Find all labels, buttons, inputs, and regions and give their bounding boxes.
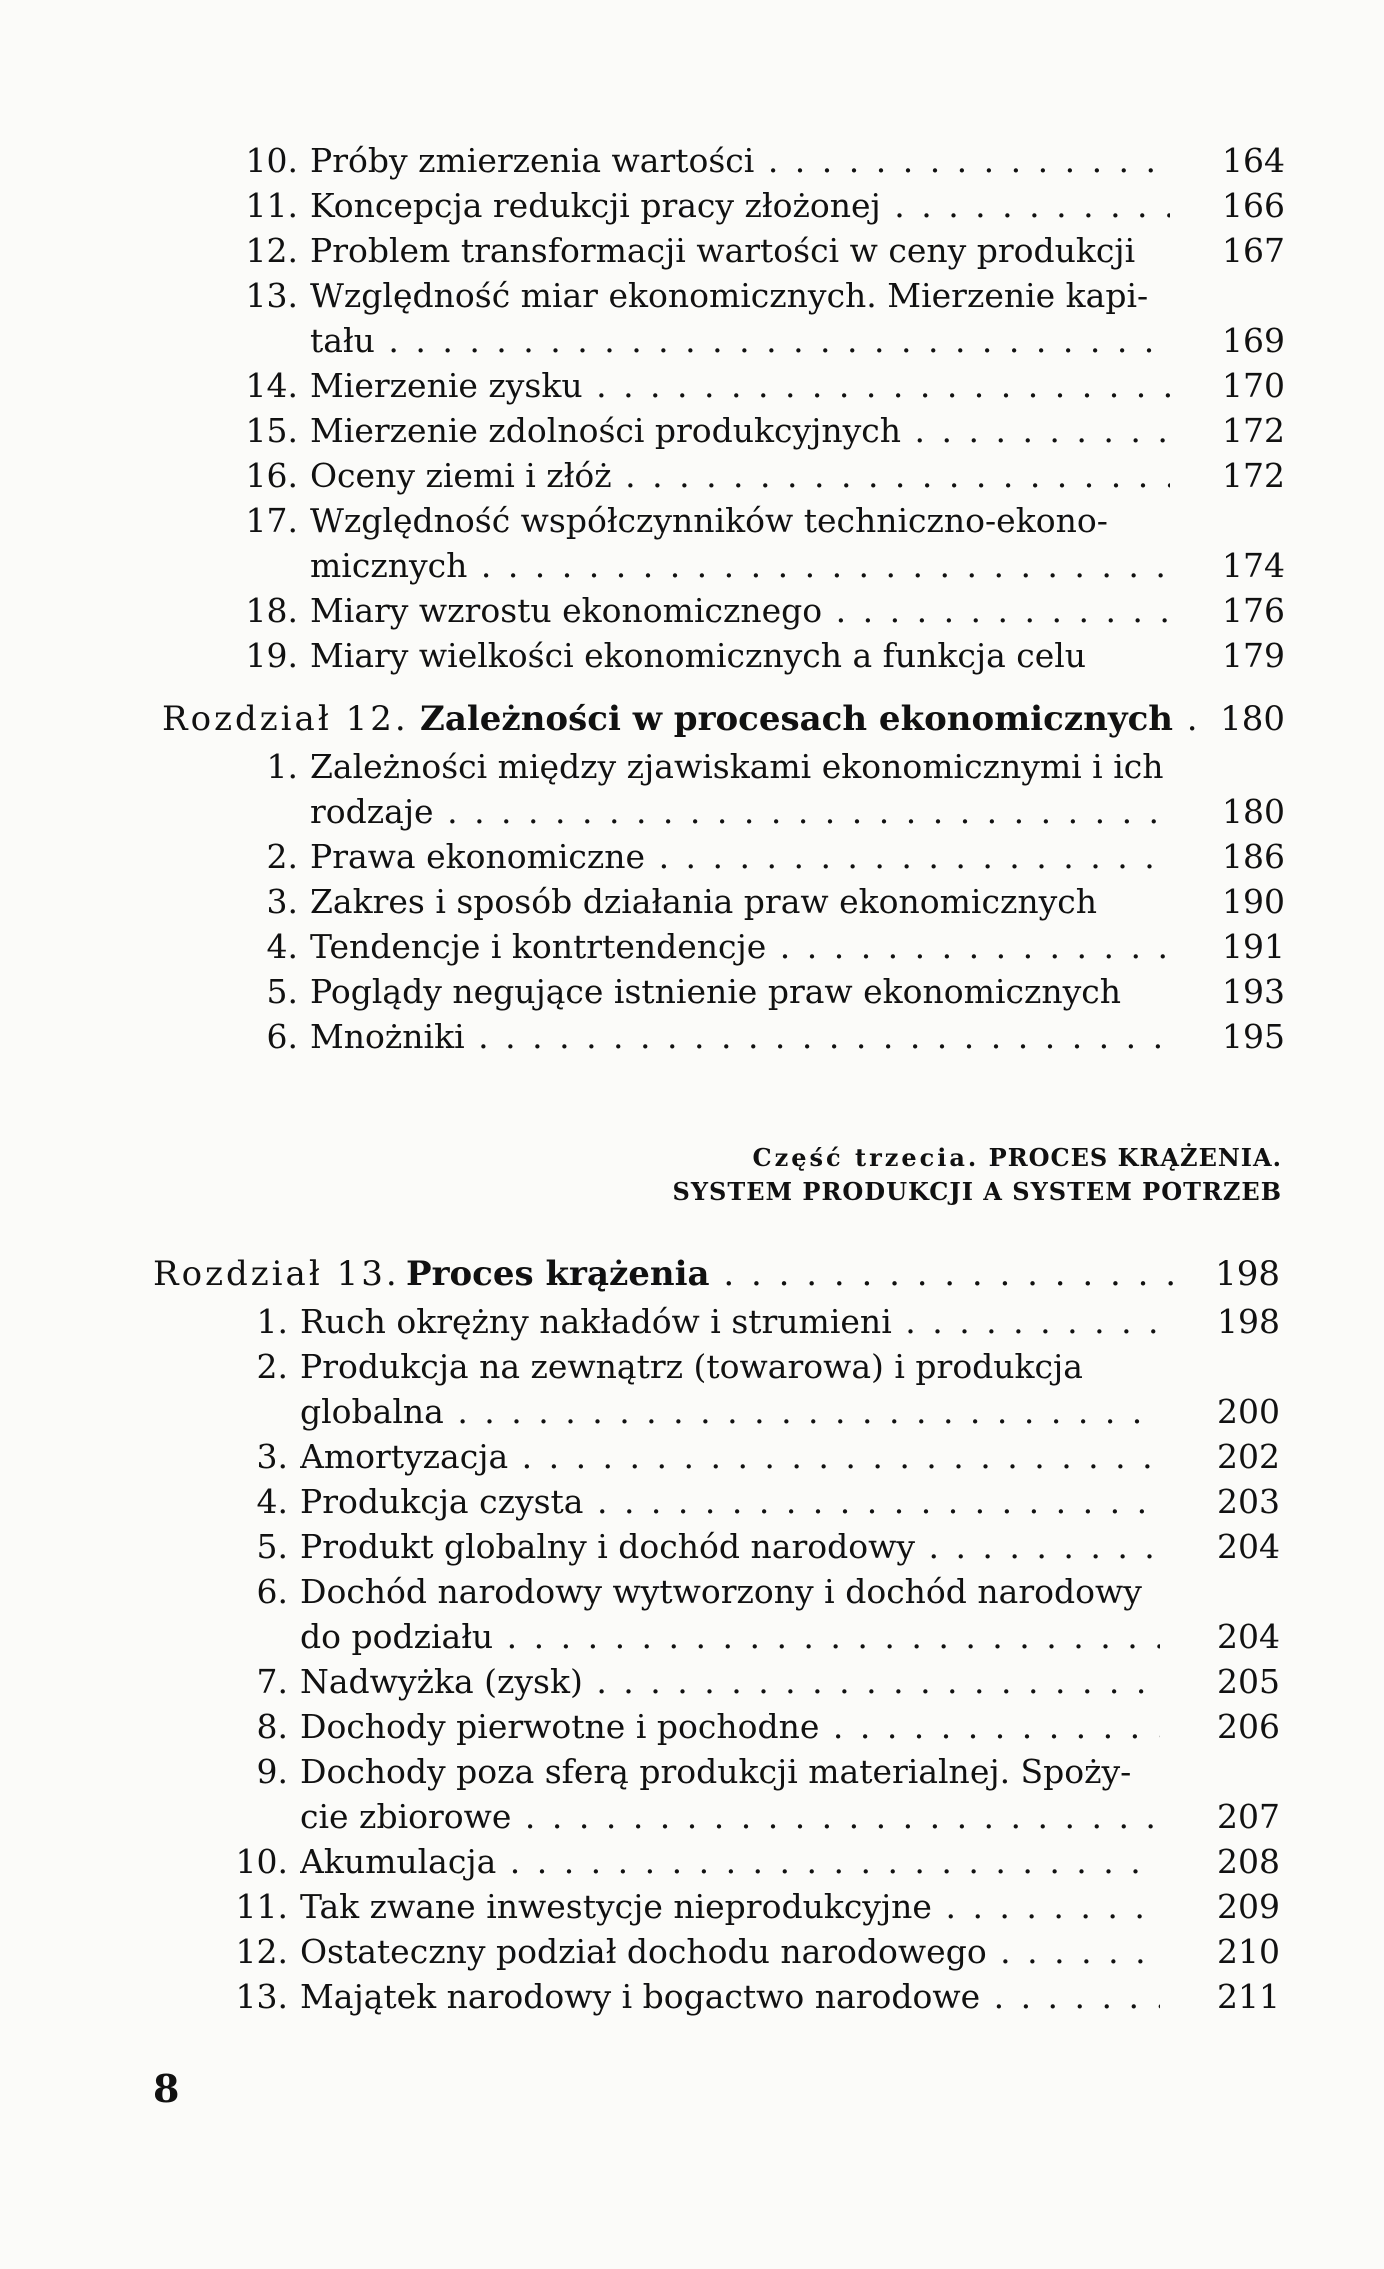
toc-entry-title	[310, 408, 1170, 453]
toc-entry	[0, 138, 1384, 183]
toc-entry-page: 174	[1222, 546, 1285, 585]
toc-entry-title	[310, 363, 1170, 408]
toc-entry-title-text: Ostateczny podział dochodu narodowego	[300, 1932, 987, 1971]
chapter-13-title: Proces krążenia . . .	[406, 1249, 1186, 1299]
toc-entry	[0, 1749, 1384, 1794]
toc-entry-title	[300, 1839, 1160, 1884]
toc-entry-title	[310, 879, 1170, 924]
toc-entry-page: 186	[1222, 837, 1285, 876]
toc-entry-title-text: Zależności między zjawiskami ekonomicznymi i ich	[310, 747, 1164, 786]
toc-entry	[0, 1569, 1384, 1614]
toc-entry-title-text: Tak zwane inwestycje nieprodukcyjne	[300, 1887, 932, 1926]
toc-entry-title	[300, 1794, 1160, 1839]
toc-entry-title-text: tału	[310, 321, 375, 360]
toc-entry-page: 170	[1222, 366, 1285, 405]
toc-entry-number: 3.	[266, 882, 298, 921]
toc-entry-title	[300, 1704, 1160, 1749]
toc-entry-title	[300, 1479, 1160, 1524]
part-three-title: PROCES KRĄŻENIA.	[988, 1143, 1282, 1172]
toc-entry-title-text: Względność miar ekonomicznych. Mierzenie kapi-	[310, 276, 1149, 315]
toc-entry-title-text: Dochody poza sferą produkcji materialnej. Spoży-	[300, 1752, 1132, 1791]
toc-entry-page: 169	[1222, 321, 1285, 360]
toc-entry-page: 193	[1222, 972, 1285, 1011]
toc-entry-number: 6.	[266, 1017, 298, 1056]
toc-entry-title	[310, 453, 1170, 498]
toc-entry-number: 4.	[266, 927, 298, 966]
toc-entry	[0, 969, 1384, 1014]
toc-entry-number: 5.	[256, 1527, 288, 1566]
toc-entry-title	[310, 924, 1170, 969]
toc-entry-page: 166	[1222, 186, 1285, 225]
chapter-12-heading	[0, 694, 1384, 744]
toc-entry-title	[310, 183, 1170, 228]
toc-entry-page: 202	[1217, 1437, 1280, 1476]
toc-entry-title-text: micznych	[310, 546, 468, 585]
page-number: 8	[153, 2066, 180, 2111]
toc-entry	[0, 1929, 1384, 1974]
toc-entry	[0, 1614, 1384, 1659]
toc-entry-title	[310, 744, 1190, 789]
toc-entry-page: 206	[1217, 1707, 1280, 1746]
toc-entry-page: 195	[1222, 1017, 1285, 1056]
toc-entry-title-text: Nadwyżka (zysk)	[300, 1662, 583, 1701]
toc-entry-title-text: rodzaje	[310, 792, 434, 831]
toc-entry-number: 1.	[256, 1302, 288, 1341]
toc-entry-number: 12.	[245, 231, 298, 270]
toc-entry	[0, 1794, 1384, 1839]
toc-entry-title	[310, 498, 1190, 543]
toc-entry-title	[300, 1614, 1160, 1659]
toc-entry-title	[310, 273, 1190, 318]
toc-entry	[0, 633, 1384, 678]
toc-entry	[0, 1299, 1384, 1344]
toc-entry	[0, 363, 1384, 408]
toc-entry-title	[310, 1014, 1170, 1059]
toc-entry-number: 11.	[235, 1887, 288, 1926]
toc-entry-title-text: Oceny ziemi i złóż	[310, 456, 612, 495]
toc-entry-number: 10.	[235, 1842, 288, 1881]
toc-entry-page: 204	[1217, 1617, 1280, 1656]
toc-entry	[0, 183, 1384, 228]
chapter-12-prefix: Rozdział 12.	[162, 699, 409, 739]
toc-entry-number: 16.	[245, 456, 298, 495]
toc-entry	[0, 924, 1384, 969]
toc-entry-title-text: Koncepcja redukcji pracy złożonej	[310, 186, 881, 225]
chapter-13-prefix: Rozdział 13.	[153, 1254, 400, 1294]
toc-entry-title	[300, 1659, 1160, 1704]
toc-entry-title-text: cie zbiorowe	[300, 1797, 512, 1836]
toc-entry-number: 4.	[256, 1482, 288, 1521]
toc-entry-title	[310, 789, 1170, 834]
toc-entry-number: 18.	[245, 591, 298, 630]
toc-entry	[0, 1524, 1384, 1569]
toc-entry	[0, 228, 1384, 273]
toc-entry	[0, 834, 1384, 879]
toc-entry-page: 209	[1217, 1887, 1280, 1926]
toc-entry-number: 6.	[256, 1572, 288, 1611]
toc-entry-number: 5.	[266, 972, 298, 1011]
toc-entry-number: 11.	[245, 186, 298, 225]
toc-entry-page: 204	[1217, 1527, 1280, 1566]
toc-entry-page: 180	[1222, 792, 1285, 831]
toc-entry-page: 190	[1222, 882, 1285, 921]
toc-entry-title-text: Zakres i sposób działania praw ekonomicznych	[310, 882, 1097, 921]
toc-entry-number: 12.	[235, 1932, 288, 1971]
toc-entry-title	[300, 1299, 1160, 1344]
toc-entry	[0, 789, 1384, 834]
toc-entry	[0, 1014, 1384, 1059]
toc-entry	[0, 453, 1384, 498]
toc-entry-number: 13.	[245, 276, 298, 315]
toc-entry-page: 164	[1222, 141, 1285, 180]
part-three-subtitle: SYSTEM PRODUKCJI A SYSTEM POTRZEB	[672, 1177, 1282, 1206]
toc-entry-page: 176	[1222, 591, 1285, 630]
toc-entry	[0, 408, 1384, 453]
toc-entry	[0, 1659, 1384, 1704]
chapter-13-page: 198	[1215, 1254, 1280, 1294]
toc-entry	[0, 1434, 1384, 1479]
toc-entry-title-text: Majątek narodowy i bogactwo narodowe	[300, 1977, 981, 2016]
toc-entry-title-text: Problem transformacji wartości w ceny produkcji	[310, 231, 1136, 270]
toc-entry-title-text: Amortyzacja	[300, 1437, 509, 1476]
toc-entry	[0, 744, 1384, 789]
toc-entry-title-text: Dochód narodowy wytworzony i dochód narodowy	[300, 1572, 1142, 1611]
toc-entry-title-text: Mierzenie zdolności produkcyjnych	[310, 411, 902, 450]
chapter-13-heading	[0, 1249, 1384, 1299]
toc-entry-title	[310, 318, 1170, 363]
toc-section-previous-chapter	[0, 138, 1384, 678]
toc-entry-number: 3.	[256, 1437, 288, 1476]
toc-entry	[0, 879, 1384, 924]
toc-entry-page: 172	[1222, 456, 1285, 495]
toc-entry-page: 179	[1222, 636, 1285, 675]
toc-entry-page: 208	[1217, 1842, 1280, 1881]
part-three-heading	[673, 1141, 1282, 1209]
toc-entry-title	[310, 633, 1170, 678]
toc-entry-title-text: do podziału	[300, 1617, 494, 1656]
toc-entry-title-text: Poglądy negujące istnienie praw ekonomicznych	[310, 972, 1121, 1011]
toc-entry-title	[300, 1524, 1160, 1569]
toc-entry-title-text: Ruch okrężny nakładów i strumieni	[300, 1302, 892, 1341]
toc-entry	[0, 543, 1384, 588]
toc-entry-title-text: Produkt globalny i dochód narodowy	[300, 1527, 915, 1566]
toc-entry	[0, 1839, 1384, 1884]
toc-entry-number: 15.	[245, 411, 298, 450]
toc-entry-title	[300, 1389, 1160, 1434]
toc-entry-page: 211	[1217, 1977, 1280, 2016]
toc-entry-number: 9.	[256, 1752, 288, 1791]
toc-entry-number: 13.	[235, 1977, 288, 2016]
toc-entry	[0, 1389, 1384, 1434]
toc-entry-number: 2.	[256, 1347, 288, 1386]
toc-entry-title	[310, 543, 1170, 588]
toc-entry-title-text: globalna	[300, 1392, 444, 1431]
toc-entry-number: 10.	[245, 141, 298, 180]
toc-entry-page: 210	[1217, 1932, 1280, 1971]
toc-entry-page: 198	[1217, 1302, 1280, 1341]
toc-entry-title	[310, 138, 1170, 183]
toc-entry-number: 19.	[245, 636, 298, 675]
toc-entry-title	[310, 969, 1170, 1014]
toc-chapter-13	[0, 1249, 1384, 2019]
toc-entry-title-text: Względność współczynników techniczno-ekono-	[310, 501, 1108, 540]
toc-entry-number: 14.	[245, 366, 298, 405]
toc-entry-title	[310, 228, 1170, 273]
toc-entry-title-text: Próby zmierzenia wartości	[310, 141, 755, 180]
toc-entry-page: 191	[1222, 927, 1285, 966]
toc-entry-number: 8.	[256, 1707, 288, 1746]
toc-entry	[0, 273, 1384, 318]
chapter-12-title: Zależności w procesach ekonomicznych . . .	[420, 694, 1195, 744]
toc-entry-title-text: Dochody pierwotne i pochodne	[300, 1707, 820, 1746]
toc-entry-number: 17.	[245, 501, 298, 540]
toc-entry	[0, 1344, 1384, 1389]
chapter-12-page: 180	[1220, 699, 1285, 739]
toc-entry-title	[300, 1569, 1180, 1614]
toc-entry-number: 2.	[266, 837, 298, 876]
toc-entry	[0, 318, 1384, 363]
toc-entry-page: 200	[1217, 1392, 1280, 1431]
toc-entry-title	[300, 1929, 1160, 1974]
toc-entry-page: 172	[1222, 411, 1285, 450]
toc-entry	[0, 588, 1384, 633]
toc-entry-title-text: Miary wielkości ekonomicznych a funkcja celu	[310, 636, 1087, 675]
toc-entry-title	[310, 834, 1170, 879]
toc-entry-title-text: Produkcja czysta	[300, 1482, 584, 1521]
toc-entry-title-text: Mnożniki	[310, 1017, 465, 1056]
toc-entry-number: 7.	[256, 1662, 288, 1701]
toc-entry	[0, 1974, 1384, 2019]
toc-entry-title	[310, 588, 1170, 633]
toc-entry	[0, 498, 1384, 543]
toc-entry-title	[300, 1974, 1160, 2019]
toc-entry-page: 203	[1217, 1482, 1280, 1521]
toc-entry-page: 205	[1217, 1662, 1280, 1701]
toc-entry	[0, 1704, 1384, 1749]
toc-entry-title-text: Akumulacja	[300, 1842, 497, 1881]
toc-entry	[0, 1884, 1384, 1929]
toc-entry-page: 207	[1217, 1797, 1280, 1836]
toc-entry-title-text: Miary wzrostu ekonomicznego	[310, 591, 823, 630]
toc-entry-page: 167	[1222, 231, 1285, 270]
toc-entry-number: 1.	[266, 747, 298, 786]
toc-entry-title	[300, 1434, 1160, 1479]
toc-chapter-12	[0, 694, 1384, 1059]
toc-entry-title-text: Prawa ekonomiczne	[310, 837, 646, 876]
toc-entry-title	[300, 1749, 1180, 1794]
toc-entry-title-text: Tendencje i kontrtendencje	[310, 927, 767, 966]
toc-entry-title-text: Produkcja na zewnątrz (towarowa) i produkcja	[300, 1347, 1083, 1386]
toc-entry-title	[300, 1884, 1160, 1929]
part-three-lead: Część trzecia.	[752, 1143, 980, 1172]
toc-entry	[0, 1479, 1384, 1524]
toc-entry-title	[300, 1344, 1180, 1389]
toc-entry-title-text: Mierzenie zysku	[310, 366, 583, 405]
